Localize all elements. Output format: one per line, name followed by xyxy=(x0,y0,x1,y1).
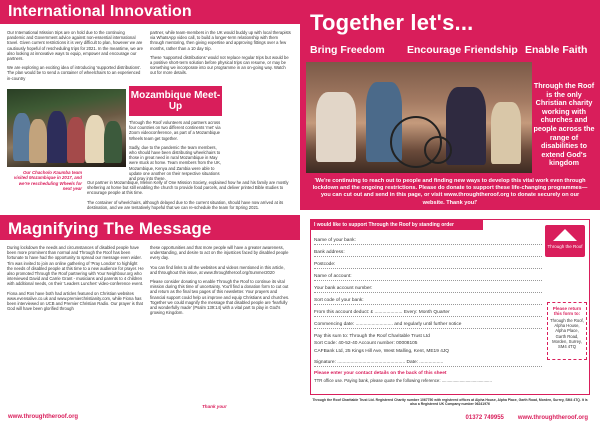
form-field[interactable]: Name of your bank: xyxy=(314,233,542,245)
form-fields xyxy=(314,233,542,384)
paragraph: Through the Roof volunteers and partners across four countries on two different continents 'met' via Zoom videoconference, as part of a Mozambique Wheels team get together. xyxy=(129,120,221,141)
appeal-banner xyxy=(300,0,600,210)
innovation-column-2 xyxy=(150,30,292,80)
appeal-sub-freedom: Bring Freedom xyxy=(310,44,385,56)
paragraph: Our partner in Mozambique, Melvin Kelly of One Mission Society, explained how he and his family are mostly sheltering at home but still enabling the church to provide food parcels, and deliver printed Bible studies to encourage people at this time. xyxy=(87,180,289,196)
pay-line: Sort Code: 40-52-40 Account number: 00008105 xyxy=(314,341,418,346)
form-field[interactable]: Your bank account number: xyxy=(314,281,542,293)
magnifying-message-heading: Magnifying The Message xyxy=(0,215,300,240)
signature-field[interactable]: Signature: ................................................... Date: .................. xyxy=(314,355,542,367)
appeal-title: Together let's... xyxy=(310,10,474,35)
contact-note: Please enter your contact details on the back of this sheet xyxy=(314,370,447,376)
pay-line: Pay this sum to: Through the Roof Charitable Trust Ltd xyxy=(314,333,430,339)
paragraph: partner, while team-members in the UK would buddy up with local therapists via WhatsApp video call, to build a longer-term relationship with them through mentoring, then giving expertise and approving fittings over a few months, rather than a 10 day trip. xyxy=(150,30,291,51)
charity-statement: Through the Roof is the only Christian charity working with churches and people across the range of disabilities to extend God's kingdom xyxy=(533,81,595,168)
appeal-sub-friendship: Encourage Friendship xyxy=(407,44,518,56)
magnifying-column-1 xyxy=(7,245,144,315)
paragraph: these opportunities and that more people will have a greater awareness, understanding, and desire to act on the injustices faced by disabled people every day. xyxy=(150,245,289,261)
mozambique-column xyxy=(129,120,222,185)
footer-url-left[interactable]: www.throughtheroof.org xyxy=(8,414,79,420)
paragraph: We are exploring an exciting idea of introducing 'supported distributions'. The plan would be to send a container of wheelchairs to an experienced in-country xyxy=(7,65,142,81)
legal-text: Through the Roof Charitable Trust Ltd. Registered Charity number 1067750 with registered offices at Alpha House, Alpha Place, Garth Road, Morden, Surrey, SM4 4TQ. It is also a Registered UK Company number 06241976 xyxy=(312,398,588,407)
paragraph: These 'supported distributions' would not replace regular trips but would be a positive short-term solution before physical trips can resume, or may be something we incorporate into our programme in an on-going way. Watch out for more details. xyxy=(150,54,289,76)
right-footer xyxy=(300,415,600,421)
paragraph: Fiona and Ros have both had articles featured on Christian websites www.evensalive.co.uk and www.premierchristianity.com, while Fiona has been interviewed on UCB and Premier Christian Radio. Our prayer is that God will have been glorified through xyxy=(7,290,143,312)
innovation-column-1 xyxy=(7,30,144,85)
form-field[interactable]: Sort code of your bank: xyxy=(314,293,542,305)
form-field[interactable]: Bank address: xyxy=(314,245,542,257)
return-title: Please return this form to: xyxy=(552,306,582,316)
paragraph: You can find links to all the websites and videos mentioned in this article, and throughout this issue, at www.throughtheroof.org/Summer2020 xyxy=(150,264,285,275)
return-address-box xyxy=(547,302,587,360)
wheelchair-photo xyxy=(306,62,532,173)
paragraph: Please consider donating to enable Through the Roof to continue its vital mission during this time of uncertainty. You'll find a donation form to cut out and return as the final two pages of this newsletter. Your prayers and financial support could help us improve and equip Christians and churches. Together we could magnify the message that disabled people are 'fearfully and wonderfully made' (Psalm 139:14) with a vital part to play in God's growing Kingdom. xyxy=(150,279,290,316)
office-use-line: TTR office use. Paying bank, please quote the following reference: .......................................... xyxy=(314,378,492,383)
mozambique-continued xyxy=(87,180,292,214)
through-the-roof-logo xyxy=(545,225,585,257)
pay-line: CAFBank Ltd, 25 Kings Hill Ave, West Malling, Kent, ME19 4JQ xyxy=(314,348,449,354)
form-field[interactable]: Name of account: xyxy=(314,269,542,281)
appeal-sub-faith: Enable Faith xyxy=(525,44,588,56)
form-field[interactable]: Commencing date: ............................ and regularly until further notice xyxy=(314,317,542,329)
footer-phone: 01372 749955 xyxy=(465,415,504,421)
photo-caption: Our Chacholo Kaumba team visited Mozambique in 2017, and we're rescheduling Wheels for next year xyxy=(13,170,82,192)
mozambique-meetup-heading: Mozambique Meet-Up xyxy=(129,86,222,116)
international-innovation-heading: International Innovation xyxy=(0,0,300,24)
roof-icon xyxy=(553,229,577,241)
paragraph: The container of wheelchairs, although delayed due to the current situation, should have now arrived at its destination, and we are tentatively hopeful that we can re-schedule the team for Spring 2021. xyxy=(87,199,284,210)
footer-url-right[interactable]: www.throughtheroof.org xyxy=(517,415,588,421)
return-address: Through the Roof, Alpha House, Alpha Place, Garth Road, Morden, Surrey, SM4 4TQ xyxy=(550,318,584,350)
magnifying-column-2 xyxy=(150,245,292,319)
paragraph: Sadly, due to the pandemic the team members, who should have been distributing wheelchairs to those in great need in rural Mozambique in May were stuck at home. Team members from the UK, Mozambique, Kenya and Zambia were able to update one another on their respective situations and pray into these. xyxy=(129,144,222,182)
form-field[interactable]: From this account deduct: £ ..................... Every: Month Quarter xyxy=(314,305,542,317)
appeal-quote: 'We're continuing to reach out to people and finding new ways to develop this vital work even through lockdown and the ongoing restrictions. Please do donate to support these life-changing programmes—you can cut out and send in this page, or visit www.throughtheroof.org to donate securely on our website. Thank you!' xyxy=(312,178,588,206)
paragraph: During lockdown the needs and circumstances of disabled people have been more prominent than normal and Through the Roof has been fortunate to have had the opportunity to spread our message even wider. Tim was invited to join an online gathering of 'Pray London' to highlight the needs of disabled people at this time to a new audience for prayer. He also promoted Through the Roof partnering with Your Neighbour.org who interviewed David and Carrie Grant - musicians and parents to 4 children with additional needs, on their 'Leaders Lunches' video-conference event. xyxy=(7,245,144,287)
form-field[interactable]: Postcode: xyxy=(314,257,542,269)
thank-you-note: Thank you! xyxy=(202,404,227,409)
right-page xyxy=(300,0,600,424)
form-header: I would like to support Through the Roof by standing order xyxy=(311,220,483,230)
standing-order-form xyxy=(310,219,590,395)
logo-text: Through the Roof xyxy=(547,244,583,249)
paragraph: Our International Mission trips are on hold due to the continuing pandemic and Government advice against non-essential international travel. Given current restrictions it is very difficult to plan, however we are cautiously hopeful of rescheduling trips for 2021. In the meantime, we are also looking at innovative ways to equip, empower and encourage our partners. xyxy=(7,30,143,62)
mozambique-team-photo xyxy=(7,89,126,167)
